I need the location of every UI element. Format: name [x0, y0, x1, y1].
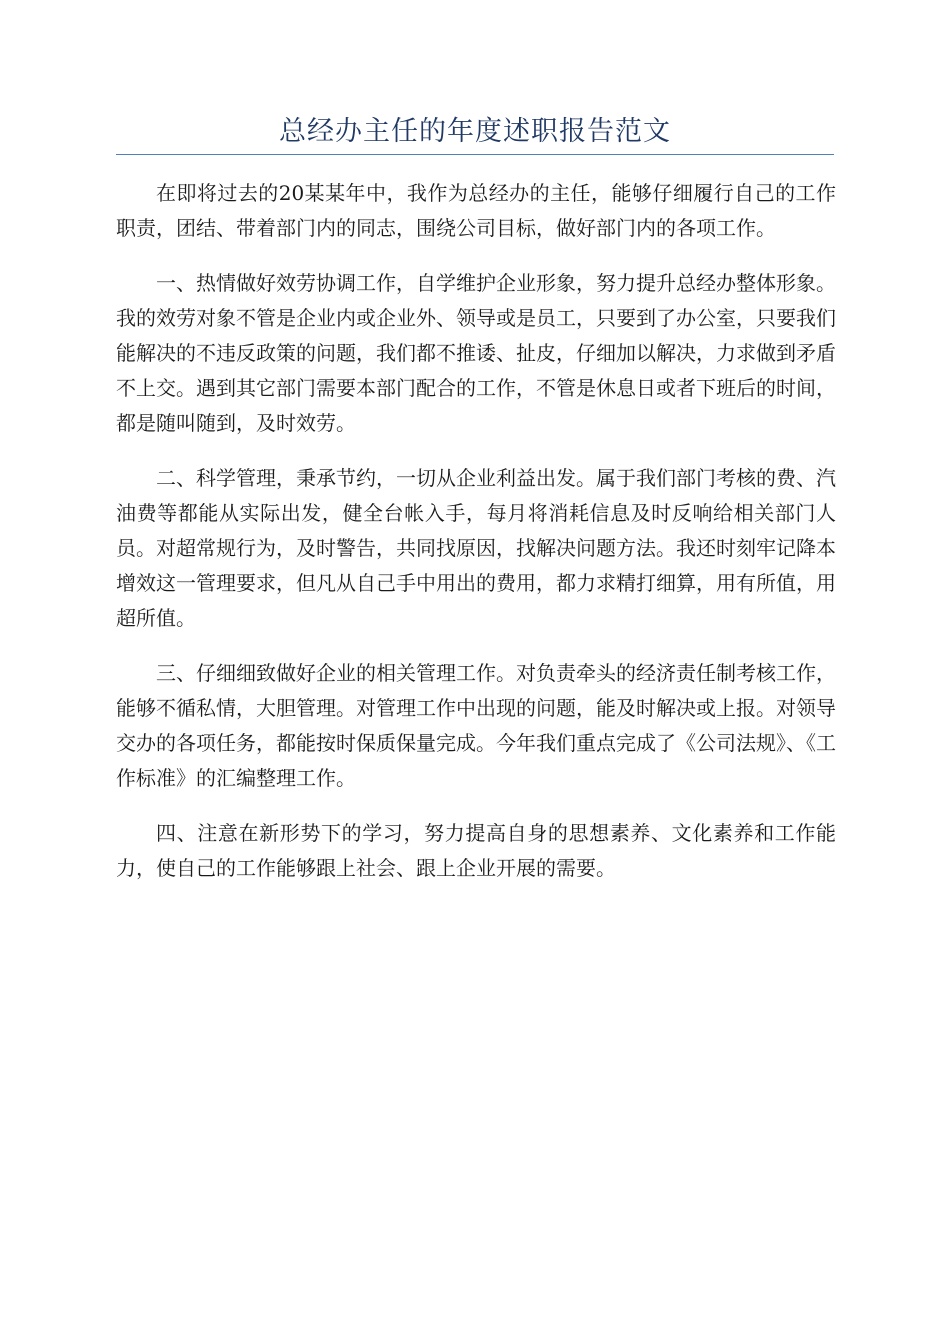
- document-body: [116, 176, 836, 906]
- paragraph-section-4: 四、注意在新形势下的学习，努力提高自身的思想素养、文化素养和工作能力，使自己的工作能够跟上社会、跟上企业开展的需要。: [116, 821, 836, 880]
- document-title: 总经办主任的年度述职报告范文: [279, 116, 671, 147]
- paragraph-section-3: 三、仔细细致做好企业的相关管理工作。对负责牵头的经济责任制考核工作，能够不循私情，大胆管理。对管理工作中出现的问题，能及时解决或上报。对领导交办的各项任务，都能按时保质保量完成。今年我们重点完成了《公司法规》、《工作标准》的汇编整理工作。: [116, 661, 836, 790]
- paragraph-section-1: 一、热情做好效劳协调工作，自学维护企业形象，努力提升总经办整体形象。我的效劳对象不管是企业内或企业外、领导或是员工，只要到了办公室，只要我们能解决的不违反政策的问题，我们都不推诿、扯皮，仔细加以解决，力求做到矛盾不上交。遇到其它部门需要本部门配合的工作，不管是休息日或者下班后的时间，都是随叫随到，及时效劳。: [116, 271, 836, 435]
- title-underline: [116, 154, 834, 155]
- paragraph-intro: 在即将过去的20某某年中，我作为总经办的主任，能够仔细履行自己的工作职责，团结、带着部门内的同志，围绕公司目标，做好部门内的各项工作。: [116, 181, 836, 240]
- paragraph-section-2: 二、科学管理，秉承节约，一切从企业利益出发。属于我们部门考核的费、汽油费等都能从实际出发，健全台帐入手，每月将消耗信息及时反响给相关部门人员。对超常规行为，及时警告，共同找原因，找解决问题方法。我还时刻牢记降本增效这一管理要求，但凡从自己手中用出的费用，都力求精打细算，用有所值，用超所值。: [116, 466, 836, 630]
